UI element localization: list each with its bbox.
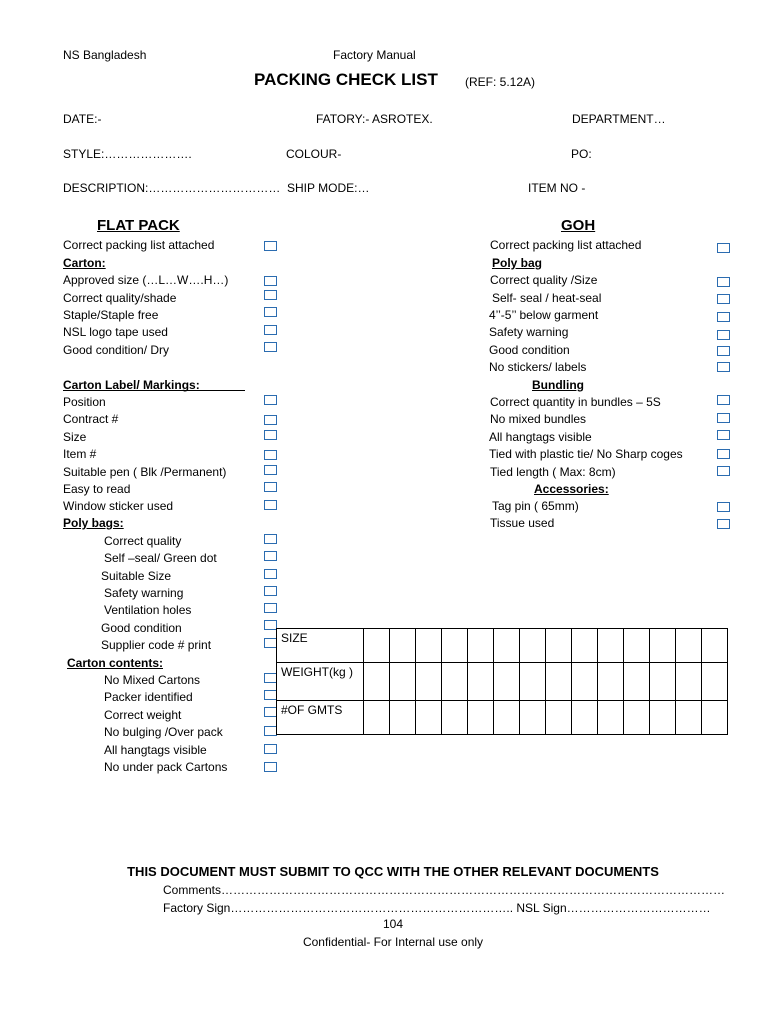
checkbox[interactable] [717,413,730,423]
list-item: Correct quality /Size [490,273,598,287]
list-item: Ventilation holes [104,603,192,617]
checkbox[interactable] [264,307,277,317]
section-label-poly-bag: Poly bag [492,256,543,270]
checkbox[interactable] [264,276,277,286]
checkbox[interactable] [717,519,730,529]
list-item: Tissue used [490,516,555,530]
checkbox[interactable] [717,243,730,253]
divider [63,390,245,391]
checkbox[interactable] [264,569,277,579]
department-field: DEPARTMENT… [572,112,666,126]
checkbox[interactable] [264,342,277,352]
ref-code: (REF: 5.12A) [465,75,536,89]
list-item: Good condition [489,343,570,357]
table-row [277,701,728,735]
list-item: Suitable Size [101,569,172,583]
list-item: Correct packing list attached [63,238,215,252]
list-item: Approved size (…L…W….H…) [63,273,229,287]
table-row-label: SIZE [277,629,364,663]
list-item: Tied length ( Max: 8cm) [490,465,616,479]
checkbox[interactable] [264,241,277,251]
ship-mode-field: SHIP MODE:… [287,181,370,195]
table-row-label: WEIGHT(kg ) [277,663,364,701]
checkbox[interactable] [264,290,277,300]
list-item: Tag pin ( 65mm) [492,499,579,513]
submit-notice: THIS DOCUMENT MUST SUBMIT TO QCC WITH THE OTHER RELEVANT DOCUMENTS [127,864,659,879]
list-item: Size [63,430,87,444]
list-item: All hangtags visible [489,430,592,444]
list-item: Tied with plastic tie/ No Sharp coges [489,447,683,461]
list-item: Good condition/ Dry [63,343,170,357]
checkbox[interactable] [717,449,730,459]
manual-label: Factory Manual [333,48,416,62]
list-item: All hangtags visible [104,743,207,757]
section-label-bundling: Bundling [532,378,584,392]
checkbox[interactable] [264,603,277,613]
list-item: Correct packing list attached [490,238,642,252]
checkbox[interactable] [264,415,277,425]
list-item: Easy to read [63,482,131,496]
list-item: Supplier code # print [101,638,212,652]
section-label-carton: Carton: [63,256,106,270]
checkbox[interactable] [717,502,730,512]
checkbox[interactable] [717,466,730,476]
list-item: Correct quality/shade [63,291,177,305]
list-item: No mixed bundles [490,412,587,426]
goh-heading: GOH [561,217,596,234]
list-item: Contract # [63,412,119,426]
section-label-carton-contents: Carton contents: [67,656,163,670]
checkbox[interactable] [264,325,277,335]
checkbox[interactable] [264,586,277,596]
factory-field: FATORY:- ASROTEX. [316,112,433,126]
checkbox[interactable] [717,330,730,340]
po-field: PO: [571,147,592,161]
checkbox[interactable] [717,277,730,287]
colour-field: COLOUR- [286,147,342,161]
list-item: Staple/Staple free [63,308,159,322]
section-label-poly-bags: Poly bags: [63,516,124,530]
table-row [277,629,728,663]
measurement-table [276,628,728,735]
list-item: NSL logo tape used [63,325,168,339]
list-item: Safety warning [104,586,184,600]
comments-line: Comments……………………………………………………………………………………………………………… [163,883,726,897]
checkbox[interactable] [264,465,277,475]
checkbox[interactable] [264,762,277,772]
section-label-accessories: Accessories: [534,482,609,496]
list-item: Packer identified [104,690,193,704]
flat-pack-heading: FLAT PACK [97,217,180,234]
checkbox[interactable] [264,500,277,510]
checkbox[interactable] [717,346,730,356]
item-no-field: ITEM NO - [528,181,586,195]
date-field: DATE:- [63,112,102,126]
list-item: Item # [63,447,97,461]
list-item: Window sticker used [63,499,174,513]
confidential-note: Confidential- For Internal use only [302,935,484,949]
list-item: No Mixed Cartons [104,673,201,687]
list-item: No stickers/ labels [489,360,587,374]
checkbox[interactable] [264,450,277,460]
checkbox[interactable] [717,362,730,372]
page-number: 104 [382,917,404,931]
page-title: PACKING CHECK LIST [254,70,438,89]
checkbox[interactable] [717,395,730,405]
list-item: No under pack Cartons [104,760,228,774]
list-item: Self –seal/ Green dot [104,551,217,565]
checkbox[interactable] [264,534,277,544]
checkbox[interactable] [264,482,277,492]
checkbox[interactable] [264,551,277,561]
list-item: Good condition [101,621,182,635]
list-item: Safety warning [489,325,569,339]
table-row-label: #OF GMTS [277,701,364,735]
checkbox[interactable] [264,744,277,754]
checkbox[interactable] [717,294,730,304]
table-row [277,663,728,701]
list-item: Correct weight [104,708,182,722]
checkbox[interactable] [717,312,730,322]
style-field: STYLE:…………………. [63,147,192,161]
section-label-carton-label: Carton Label/ Markings: [63,378,200,392]
company-name: NS Bangladesh [63,48,147,62]
list-item: Suitable pen ( Blk /Permanent) [63,465,227,479]
list-item: Self- seal / heat-seal [492,291,602,305]
signature-line: Factory Sign…………………………………………………………….. NSL Sign……………………………… [163,901,711,915]
checkbox[interactable] [264,395,277,405]
description-field: DESCRIPTION:…………………………… [63,181,281,195]
list-item: Position [63,395,106,409]
checkbox[interactable] [264,430,277,440]
list-item: No bulging /Over pack [104,725,223,739]
list-item: Correct quantity in bundles – 5S [490,395,661,409]
list-item: Correct quality [104,534,182,548]
list-item: 4’’-5’’ below garment [489,308,599,322]
checkbox[interactable] [717,430,730,440]
